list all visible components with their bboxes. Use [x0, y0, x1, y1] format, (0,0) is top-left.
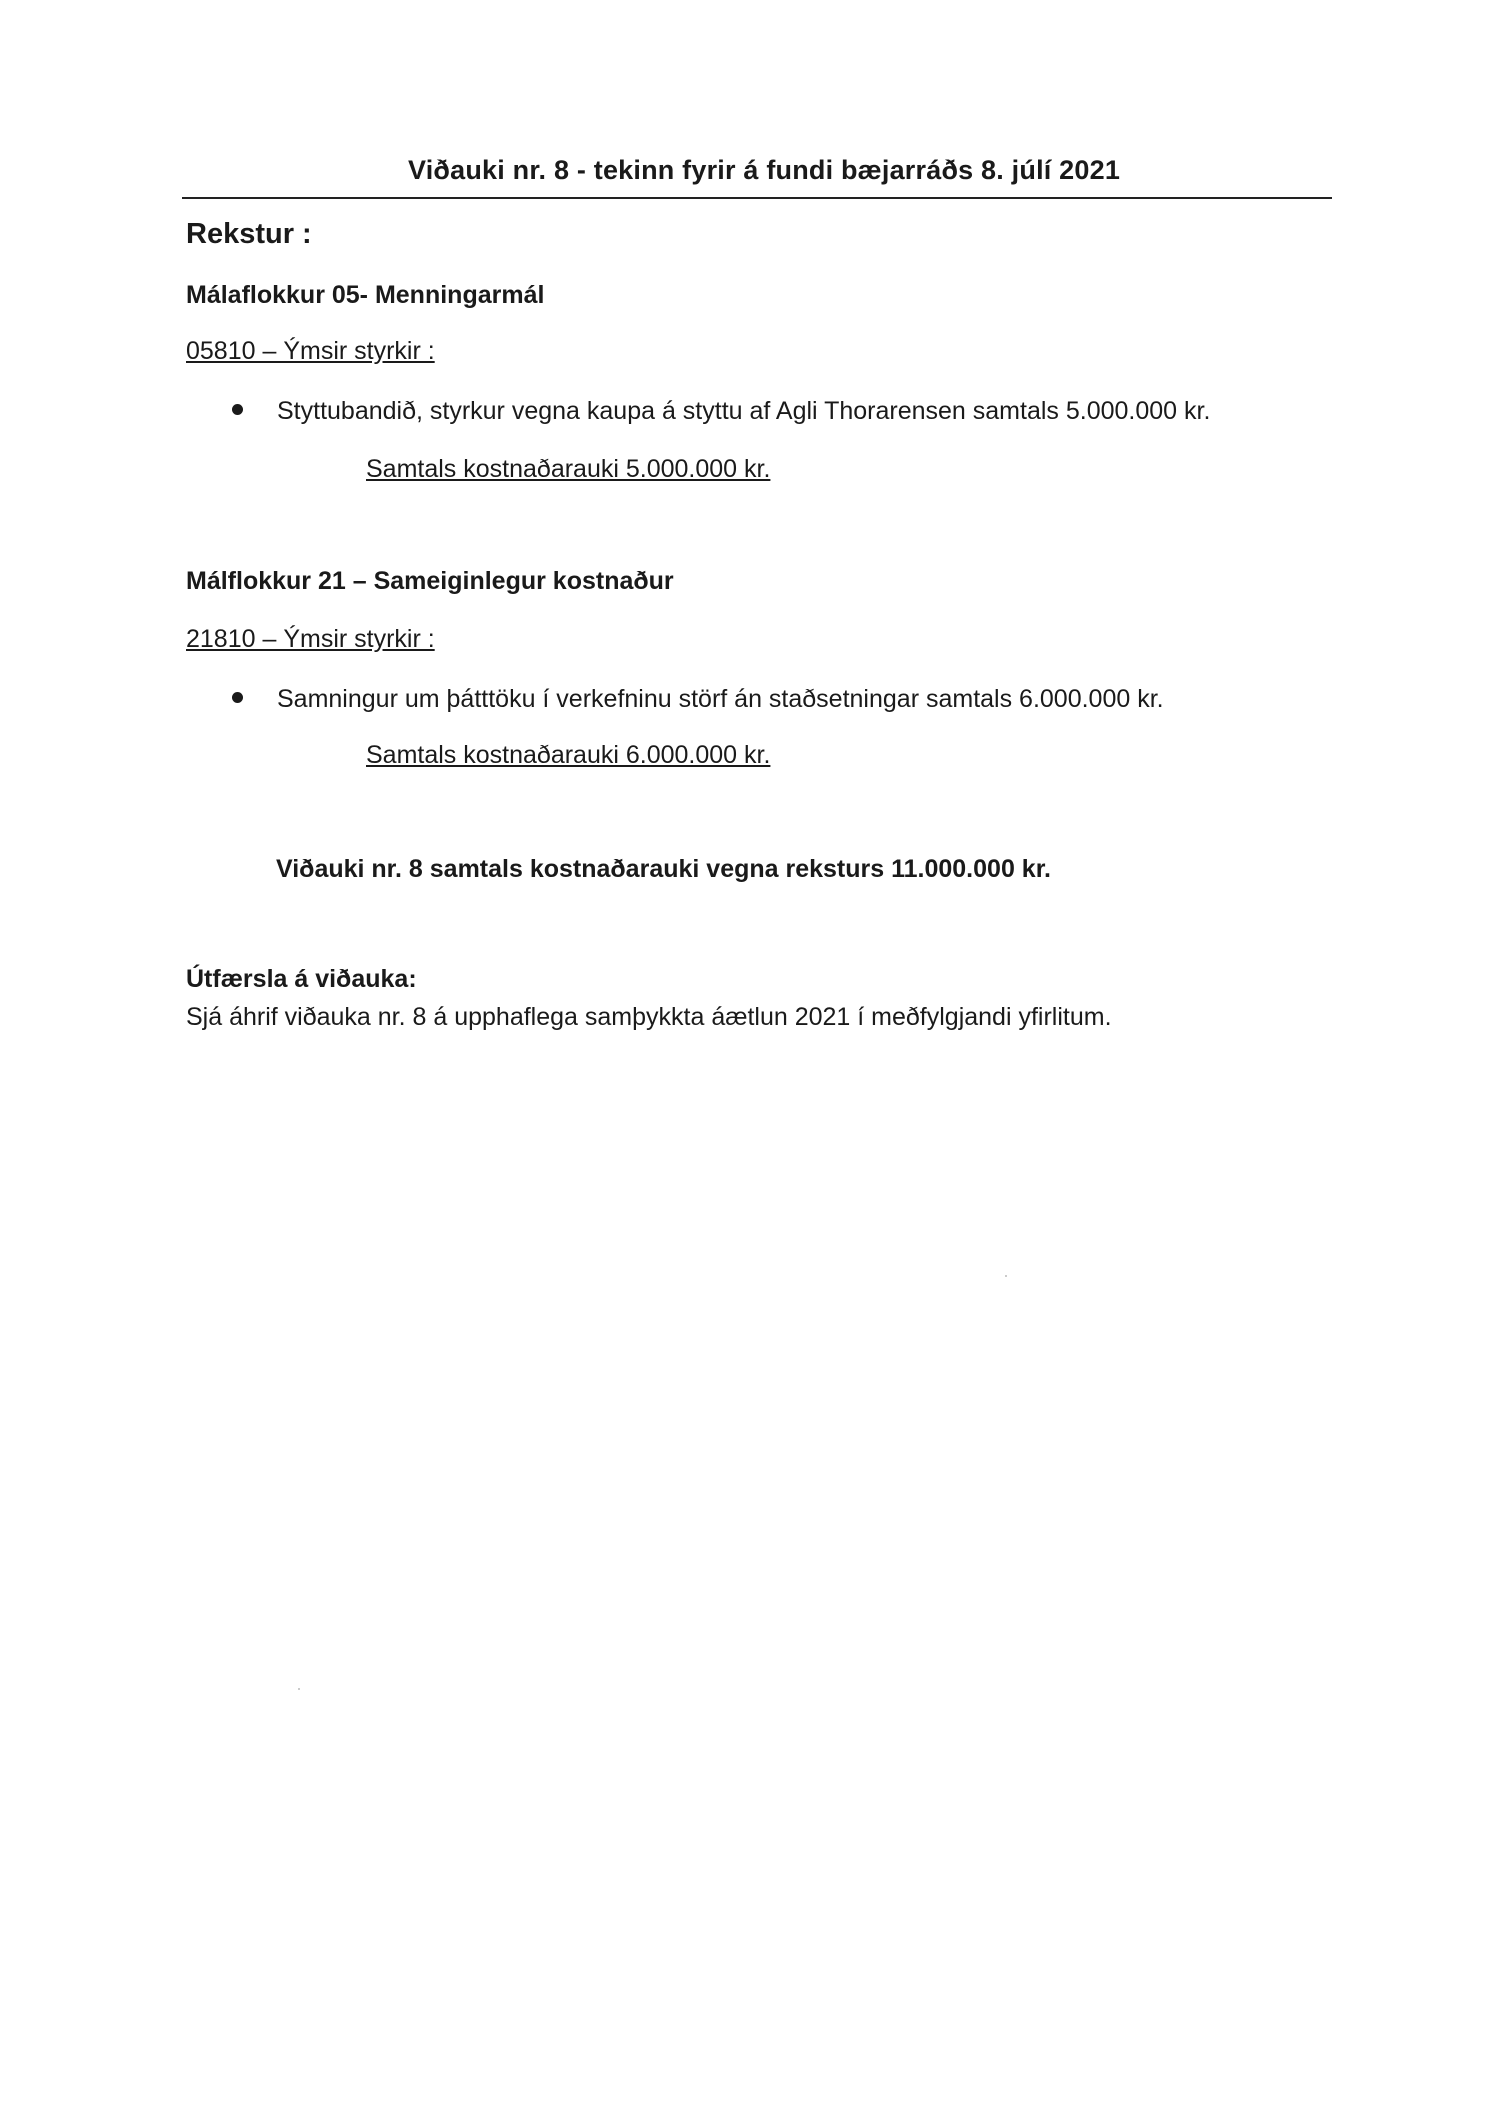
title-underline [182, 197, 1332, 199]
category-heading-05: Málaflokkur 05- Menningarmál [186, 281, 545, 309]
section-label: Rekstur : [186, 218, 312, 250]
implementation-text: Sjá áhrif viðauka nr. 8 á upphaflega samþykkta áætlun 2021 í meðfylgjandi yfirlitum. [186, 1003, 1112, 1031]
subcategory-heading-05810: 05810 – Ýmsir styrkir : [186, 337, 435, 365]
category-heading-21: Málflokkur 21 – Sameiginlegur kostnaður [186, 567, 674, 595]
bullet-icon [232, 692, 243, 703]
subtotal-21: Samtals kostnaðarauki 6.000.000 kr. [366, 741, 771, 769]
implementation-heading: Útfærsla á viðauka: [186, 965, 417, 993]
bullet-icon [232, 404, 243, 415]
list-item [232, 397, 1210, 426]
scan-speck [298, 1688, 300, 1690]
subtotal-05: Samtals kostnaðarauki 5.000.000 kr. [366, 455, 771, 483]
item-text: Styttubandið, styrkur vegna kaupa á styttu af Agli Thorarensen samtals 5.000.000 kr. [277, 397, 1211, 425]
list-item [232, 685, 1164, 714]
grand-total: Viðauki nr. 8 samtals kostnaðarauki vegna reksturs 11.000.000 kr. [276, 855, 1051, 883]
subcategory-heading-21810: 21810 – Ýmsir styrkir : [186, 625, 435, 653]
item-text: Samningur um þátttöku í verkefninu störf án staðsetningar samtals 6.000.000 kr. [277, 685, 1164, 713]
scan-speck [1005, 1275, 1007, 1277]
document-title: Viðauki nr. 8 - tekinn fyrir á fundi bæjarráðs 8. júlí 2021 [408, 155, 1121, 185]
